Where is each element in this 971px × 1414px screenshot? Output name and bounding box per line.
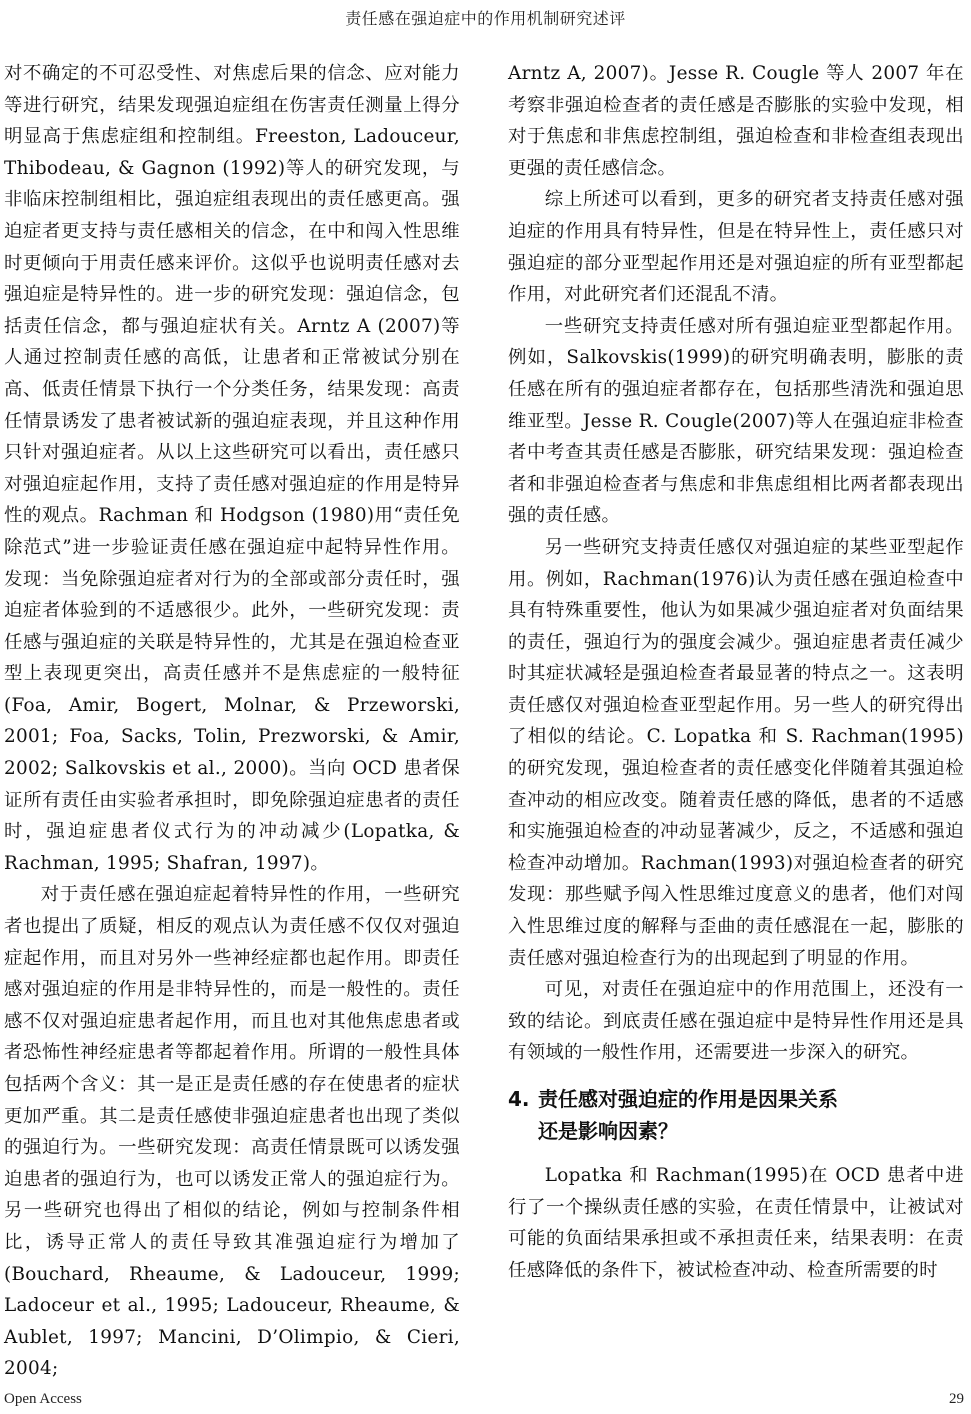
paragraph: Lopatka 和 Rachman(1995)在 OCD 患者中进行了一个操纵责任感的实验，在责任情景中，让被试对可能的负面结果承担或不承担责任来，结果表明：在责任感降低的条件下，被试检查冲动、检查所需要的时 [508, 1165, 964, 1281]
running-header: 责任感在强迫症中的作用机制研究述评 [345, 9, 626, 28]
paragraph: 对于责任感在强迫症起着特异性的作用，一些研究者也提出了质疑，相反的观点认为责任感不仅仅对强迫症起作用，而且对另外一些神经症都也起作用。即责任感对强迫症的作用是非特异性的，而是一般性的。责任感不仅对强迫症患者起作用，而且也对其他焦虑患者或者恐怖性神经症患者等都起着作用。所谓的一般性具体包括两个含义：其一是正是责任感的存在使患者的症状更加严重。其二是责任感使非强迫症患者也出现了类似的强迫行为。一些研究发现：高责任情景既可以诱发强迫患者的强迫行为，也可以诱发正常人的强迫症行为。另一些研究也得出了相似的结论，例如与控制条件相比，诱导正常人的责任导致其准强迫症行为增加了(Bouchard, Rheaume, & Ladouceur, 1999; Ladoceur et al., 1995; Ladouceur, Rheaume, & Aublet, 1997; Mancini, D’Olimpio, & Cieri, 2004; [4, 884, 460, 1380]
right-column [508, 58, 964, 1286]
section-title [538, 1083, 838, 1147]
paragraph: 对不确定的不可忍受性、对焦虑后果的信念、应对能力等进行研究，结果发现强迫症组在伤害责任测量上得分明显高于焦虑症组和控制组。Freeston, Ladouceur, Thibodeau, & Gagnon (1992)等人的研究发现，与非临床控制组相比，强迫症组表现出的责任感更高。强迫症者更支持与责任感相关的信念，在中和闯入性思维时更倾向于用责任感来评价。这似乎也说明责任感对去强迫症是特异性的。进一步的研究发现：强迫信念，包括责任信念，都与强迫症状有关。Arntz A (2007)等人通过控制责任感的高低，让患者和正常被试分别在高、低责任情景下执行一个分类任务，结果发现：高责任情景诱发了患者被试新的强迫症表现，并且这种作用只针对强迫症者。从以上这些研究可以看出，责任感只对强迫症起作用，支持了责任感对强迫症的作用是特异性的观点。Rachman 和 Hodgson (1980)用“责任免除范式”进一步验证责任感在强迫症中起特异性作用。发现：当免除强迫症者对行为的全部或部分责任时，强迫症者体验到的不适感很少。此外，一些研究发现：责任感与强迫症的关联是特异性的，尤其是在强迫检查亚型上表现更突出，高责任感并不是焦虑症的一般特征(Foa, Amir, Bogert, Molnar, & Przeworski, 2001; Foa, Sacks, Tolin, Prezworski, & Amir, 2002; Salkovskis et al., 2000)。当向 OCD 患者保证所有责任由实验者承担时，即免除强迫症患者的责任时，强迫症患者仪式行为的冲动减少(Lopatka, & Rachman, 1995; Shafran, 1997)。 [4, 63, 460, 874]
page-number: 29 [949, 1391, 964, 1407]
section-heading [508, 1083, 964, 1147]
section-title-line: 责任感对强迫症的作用是因果关系 [538, 1087, 838, 1111]
paragraph: 一些研究支持责任感对所有强迫症亚型都起作用。例如，Salkovskis(1999)的研究明确表明，膨胀的责任感在所有的强迫症者都存在，包括那些清洗和强迫思维亚型。Jesse R. Cougle(2007)等人在强迫症非检查者中考查其责任感是否膨胀，研究结果发现：强迫检查者和非强迫检查者与焦虑和非焦虑组相比两者都表现出强的责任感。 [508, 315, 964, 527]
section-title-line: 还是影响因素？ [538, 1119, 678, 1143]
page-footer [4, 1391, 964, 1408]
paragraph: 另一些研究支持责任感仅对强迫症的某些亚型起作用。例如，Rachman(1976)认为责任感在强迫检查中具有特殊重要性，他认为如果减少强迫症者对负面结果的责任，强迫行为的强度会减少。强迫症患者责任减少时其症状减轻是强迫检查者最显著的特点之一。这表明责任感仅对强迫检查亚型起作用。另一些人的研究得出了相似的结论。C. Lopatka 和 S. Rachman(1995)的研究发现，强迫检查者的责任感变化伴随着其强迫检查冲动的相应改变。随着责任感的降低，患者的不适感和实施强迫检查的冲动显著减少，反之，不适感和强迫检查冲动增加。Rachman(1993)对强迫检查者的研究发现：那些赋予闯入性思维过度意义的患者，他们对闯入性思维过度的解释与歪曲的责任感混在一起，膨胀的责任感对强迫检查行为的出现起到了明显的作用。 [508, 536, 964, 969]
section-number: 4. [508, 1087, 530, 1111]
left-column [4, 58, 460, 1385]
paragraph: 综上所述可以看到，更多的研究者支持责任感对强迫症的作用具有特异性，但是在特异性上，责任感只对强迫症的部分亚型起作用还是对强迫症的所有亚型都起作用，对此研究者们还混乱不清。 [508, 189, 964, 306]
paragraph: 可见，对责任在强迫症中的作用范围上，还没有一致的结论。到底责任感在强迫症中是特异性作用还是具有领域的一般性作用，还需要进一步深入的研究。 [508, 979, 964, 1064]
footer-journal-label: Open Access [4, 1391, 82, 1407]
paragraph: Arntz A, 2007)。Jesse R. Cougle 等人 2007 年在考察非强迫检查者的责任感是否膨胀的实验中发现，相对于焦虑和非焦虑控制组，强迫检查和非检查组表现出更强的责任感信念。 [508, 63, 964, 179]
